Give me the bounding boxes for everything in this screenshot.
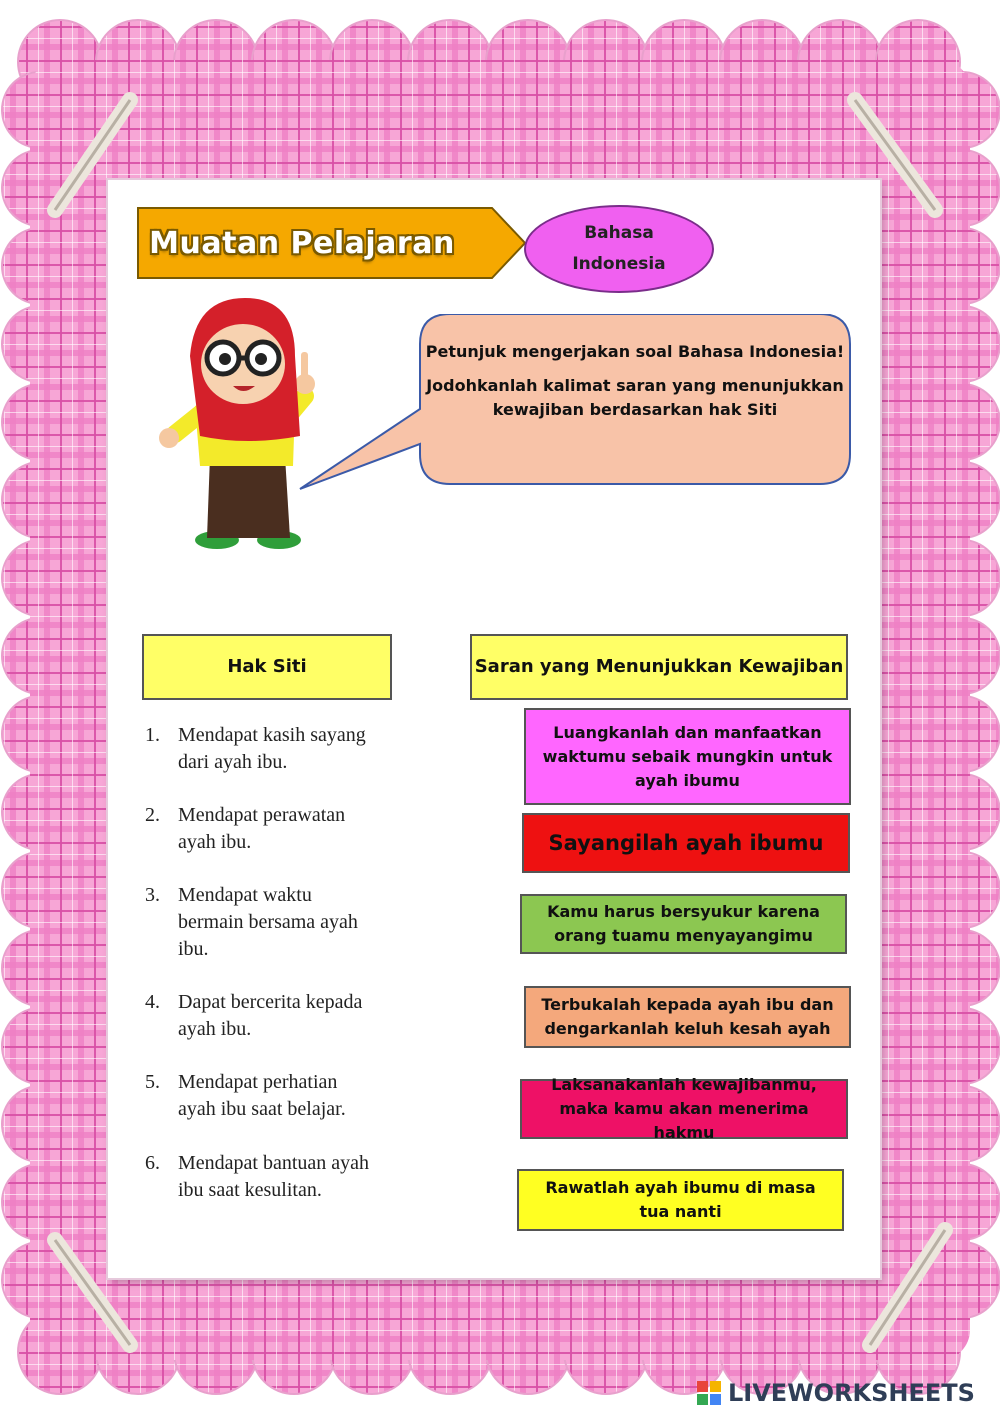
banner-title: Muatan Pelajaran [149,225,455,261]
list-item [145,802,395,856]
liveworksheets-logo-icon [696,1380,722,1406]
item-text: Mendapat perhatian ayah ibu saat belajar. [178,1071,346,1120]
list-item [145,882,395,963]
list-item [145,989,395,1043]
answer-card-5[interactable]: Laksanakanlah kewajibanmu, maka kamu akan menerima hakmu [520,1079,848,1139]
instructions-text [425,340,845,432]
watermark-text: LIVEWORKSHEETS [728,1379,975,1407]
subject-banner [137,207,527,279]
item-number: 5. [145,1071,160,1093]
list-item [145,1069,395,1123]
answer-card-3[interactable]: Kamu harus bersyukur karena orang tuamu menyayangimu [520,894,847,954]
item-number: 1. [145,724,160,746]
liveworksheets-watermark [696,1378,996,1408]
answer-card-4[interactable]: Terbukalah kepada ayah ibu dan dengarkanlah keluh kesah ayah [524,986,851,1048]
list-item [145,1150,395,1204]
answer-card-1[interactable]: Luangkanlah dan manfaatkan waktumu sebaik mungkin untuk ayah ibumu [524,708,851,805]
list-item [145,722,395,776]
subject-line-1: Bahasa [584,223,654,243]
instruction-line-1: Petunjuk mengerjakan soal Bahasa Indonesia! [425,342,845,361]
item-number: 6. [145,1152,160,1174]
instruction-line-2: Jodohkanlah kalimat saran yang menunjukkan kewajiban berdasarkan hak Siti [426,376,844,419]
item-number: 2. [145,804,160,826]
item-text: Mendapat perawatan ayah ibu. [178,804,346,853]
answer-card-2[interactable]: Sayangilah ayah ibumu [522,813,850,873]
item-text: Mendapat kasih sayang dari ayah ibu. [178,724,366,773]
rights-column-header: Hak Siti [142,634,392,700]
item-text: Dapat bercerita kepada ayah ibu. [178,991,363,1040]
item-number: 4. [145,991,160,1013]
answer-card-6[interactable]: Rawatlah ayah ibumu di masa tua nanti [517,1169,844,1231]
subject-line-2: Indonesia [572,254,666,274]
subject-bubble [524,205,714,293]
item-text: Mendapat waktu bermain bersama ayah ibu. [178,884,358,960]
item-text: Mendapat bantuan ayah ibu saat kesulitan. [178,1152,370,1201]
item-number: 3. [145,884,160,906]
suggestions-column-header: Saran yang Menunjukkan Kewajiban [470,634,848,700]
